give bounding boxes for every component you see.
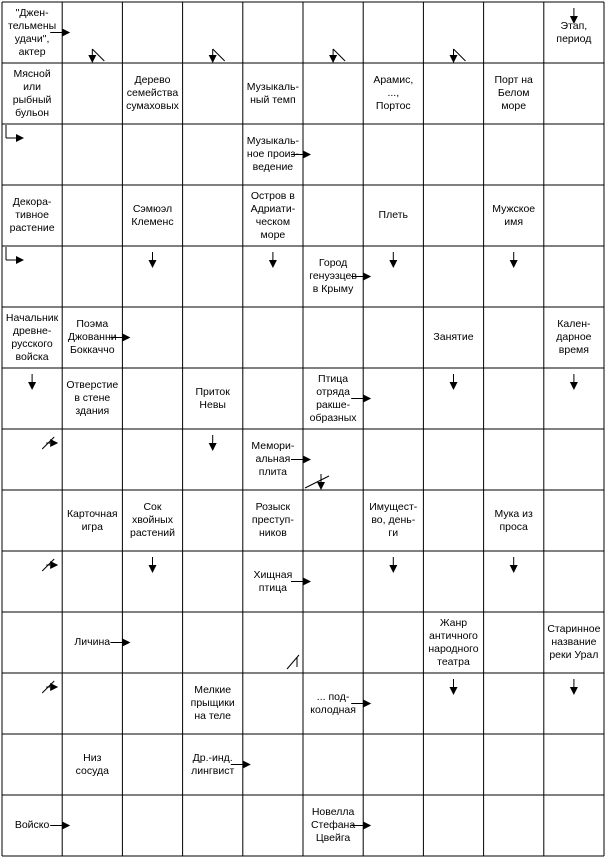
answer-cell[interactable] — [423, 185, 483, 246]
clue-cell: Декора- тивное растение — [9, 196, 55, 234]
answer-cell[interactable] — [2, 734, 62, 795]
clue-cell: Остров в Адриати- ческом море — [250, 189, 296, 241]
answer-cell[interactable] — [363, 795, 423, 856]
answer-cell[interactable] — [363, 124, 423, 185]
answer-cell[interactable] — [544, 185, 604, 246]
clue-cell: Плеть — [378, 209, 408, 221]
answer-cell[interactable] — [484, 673, 544, 734]
answer-cell[interactable] — [122, 429, 182, 490]
clue-cell: Занятие — [433, 331, 474, 343]
answer-cell[interactable] — [484, 612, 544, 673]
answer-cell[interactable] — [423, 429, 483, 490]
answer-cell[interactable] — [62, 124, 122, 185]
answer-cell[interactable] — [183, 795, 243, 856]
clue-cell: Поэма Джованни Боккаччо — [67, 318, 117, 356]
clue-cell: Этап, период — [556, 19, 592, 45]
clue-cell: Сэмюэл Клеменс — [131, 202, 174, 228]
clue-cell: Карточная игра — [66, 507, 118, 533]
answer-cell[interactable] — [2, 124, 62, 185]
answer-cell[interactable] — [183, 63, 243, 124]
clue-cell: Войско — [14, 819, 50, 831]
answer-cell[interactable] — [122, 795, 182, 856]
answer-cell[interactable] — [2, 246, 62, 307]
answer-cell[interactable] — [2, 490, 62, 551]
clue-cell: Новелла Стефана Цвейга — [310, 806, 356, 844]
answer-cell[interactable] — [363, 368, 423, 429]
answer-cell[interactable] — [62, 185, 122, 246]
clue-cell: Арамис, ..., Портос — [373, 74, 414, 112]
answer-cell[interactable] — [62, 429, 122, 490]
clue-cell: Отверстие в стене здания — [66, 379, 119, 417]
answer-cell[interactable] — [62, 551, 122, 612]
answer-cell[interactable] — [484, 429, 544, 490]
answer-cell[interactable] — [423, 490, 483, 551]
answer-cell[interactable] — [62, 63, 122, 124]
answer-cell[interactable] — [363, 734, 423, 795]
clue-cell: Птица отряда ракше- образных — [309, 372, 357, 424]
answer-cell[interactable] — [303, 429, 363, 490]
answer-cell[interactable] — [423, 795, 483, 856]
answer-cell[interactable] — [544, 246, 604, 307]
answer-cell[interactable] — [544, 124, 604, 185]
clue-cell: Музыкаль- ное произ- ведение — [246, 135, 299, 173]
answer-cell[interactable] — [544, 429, 604, 490]
answer-cell[interactable] — [363, 429, 423, 490]
answer-cell[interactable] — [243, 307, 303, 368]
answer-cell[interactable] — [122, 673, 182, 734]
answer-cell[interactable] — [243, 612, 303, 673]
clue-cell: Мелкие прыщики на теле — [190, 684, 235, 722]
answer-cell[interactable] — [544, 795, 604, 856]
clue-cell: Розыск преступ- ников — [251, 501, 294, 539]
answer-cell[interactable] — [423, 551, 483, 612]
clue-cell: Низ сосуда — [75, 751, 109, 777]
answer-cell[interactable] — [62, 246, 122, 307]
answer-cell[interactable] — [303, 490, 363, 551]
answer-cell[interactable] — [62, 795, 122, 856]
clue-cell: Старинное название реки Урал — [547, 623, 601, 661]
clue-cell: Личина — [74, 636, 111, 648]
answer-cell[interactable] — [122, 368, 182, 429]
answer-cell[interactable] — [484, 368, 544, 429]
answer-cell[interactable] — [363, 673, 423, 734]
answer-cell[interactable] — [122, 734, 182, 795]
answer-cell[interactable] — [423, 734, 483, 795]
answer-cell[interactable] — [243, 673, 303, 734]
answer-cell[interactable] — [122, 2, 182, 63]
answer-cell[interactable] — [303, 551, 363, 612]
answer-cell[interactable] — [243, 734, 303, 795]
answer-cell[interactable] — [183, 185, 243, 246]
answer-cell[interactable] — [243, 2, 303, 63]
answer-cell[interactable] — [183, 490, 243, 551]
answer-cell[interactable] — [423, 246, 483, 307]
clue-cell: Др.-инд. лингвист — [191, 751, 235, 777]
answer-cell[interactable] — [303, 612, 363, 673]
clue-cell: Имущест- во, день- ги — [369, 501, 418, 539]
answer-cell[interactable] — [2, 612, 62, 673]
clue-cell: Музыкаль- ный темп — [246, 80, 299, 106]
clue-cell: Мясной или рыбный бульон — [12, 67, 52, 119]
answer-cell[interactable] — [484, 124, 544, 185]
answer-cell[interactable] — [183, 246, 243, 307]
answer-cell[interactable] — [303, 124, 363, 185]
answer-cell[interactable] — [484, 307, 544, 368]
answer-cell[interactable] — [363, 307, 423, 368]
answer-cell[interactable] — [183, 612, 243, 673]
clue-cell: Кален- дарное время — [556, 318, 592, 356]
clue-cell: Сок хвойных растений — [129, 501, 175, 539]
clue-cell: Мужское имя — [492, 202, 536, 228]
clue-cell: Мука из проса — [494, 507, 533, 533]
answer-cell[interactable] — [363, 612, 423, 673]
answer-cell[interactable] — [183, 307, 243, 368]
clue-cell: Начальник древне- русского войска — [5, 311, 59, 363]
answer-cell[interactable] — [544, 551, 604, 612]
answer-cell[interactable] — [484, 734, 544, 795]
clue-cell: Жанр античного народного театра — [428, 616, 479, 668]
answer-cell[interactable] — [183, 124, 243, 185]
answer-cell[interactable] — [303, 63, 363, 124]
clue-cell: "Джен- тельмены удачи", актер — [8, 6, 57, 58]
clue-cell: Порт на Белом море — [494, 74, 533, 112]
answer-cell[interactable] — [423, 63, 483, 124]
answer-cell[interactable] — [544, 63, 604, 124]
clue-cell: Мемори- альная плита — [251, 440, 295, 478]
answer-cell[interactable] — [62, 673, 122, 734]
answer-cell[interactable] — [122, 612, 182, 673]
answer-cell[interactable] — [544, 734, 604, 795]
answer-cell[interactable] — [423, 124, 483, 185]
clue-cell: ... под- колодная — [310, 690, 356, 716]
answer-cell[interactable] — [363, 2, 423, 63]
answer-cell[interactable] — [303, 307, 363, 368]
clue-cell: Дерево семейства сумаховых — [126, 74, 179, 112]
clue-cell: Приток Невы — [195, 385, 230, 411]
answer-cell[interactable] — [243, 795, 303, 856]
clue-cell: Город генуэзцев в Крыму — [309, 257, 357, 295]
answer-cell[interactable] — [122, 307, 182, 368]
answer-cell[interactable] — [243, 368, 303, 429]
answer-cell[interactable] — [303, 734, 363, 795]
answer-cell[interactable] — [122, 124, 182, 185]
answer-cell[interactable] — [303, 185, 363, 246]
answer-cell[interactable] — [484, 795, 544, 856]
answer-cell[interactable] — [544, 490, 604, 551]
answer-cell[interactable] — [484, 2, 544, 63]
answer-cell[interactable] — [183, 551, 243, 612]
clue-cell: Хищная птица — [253, 568, 293, 594]
